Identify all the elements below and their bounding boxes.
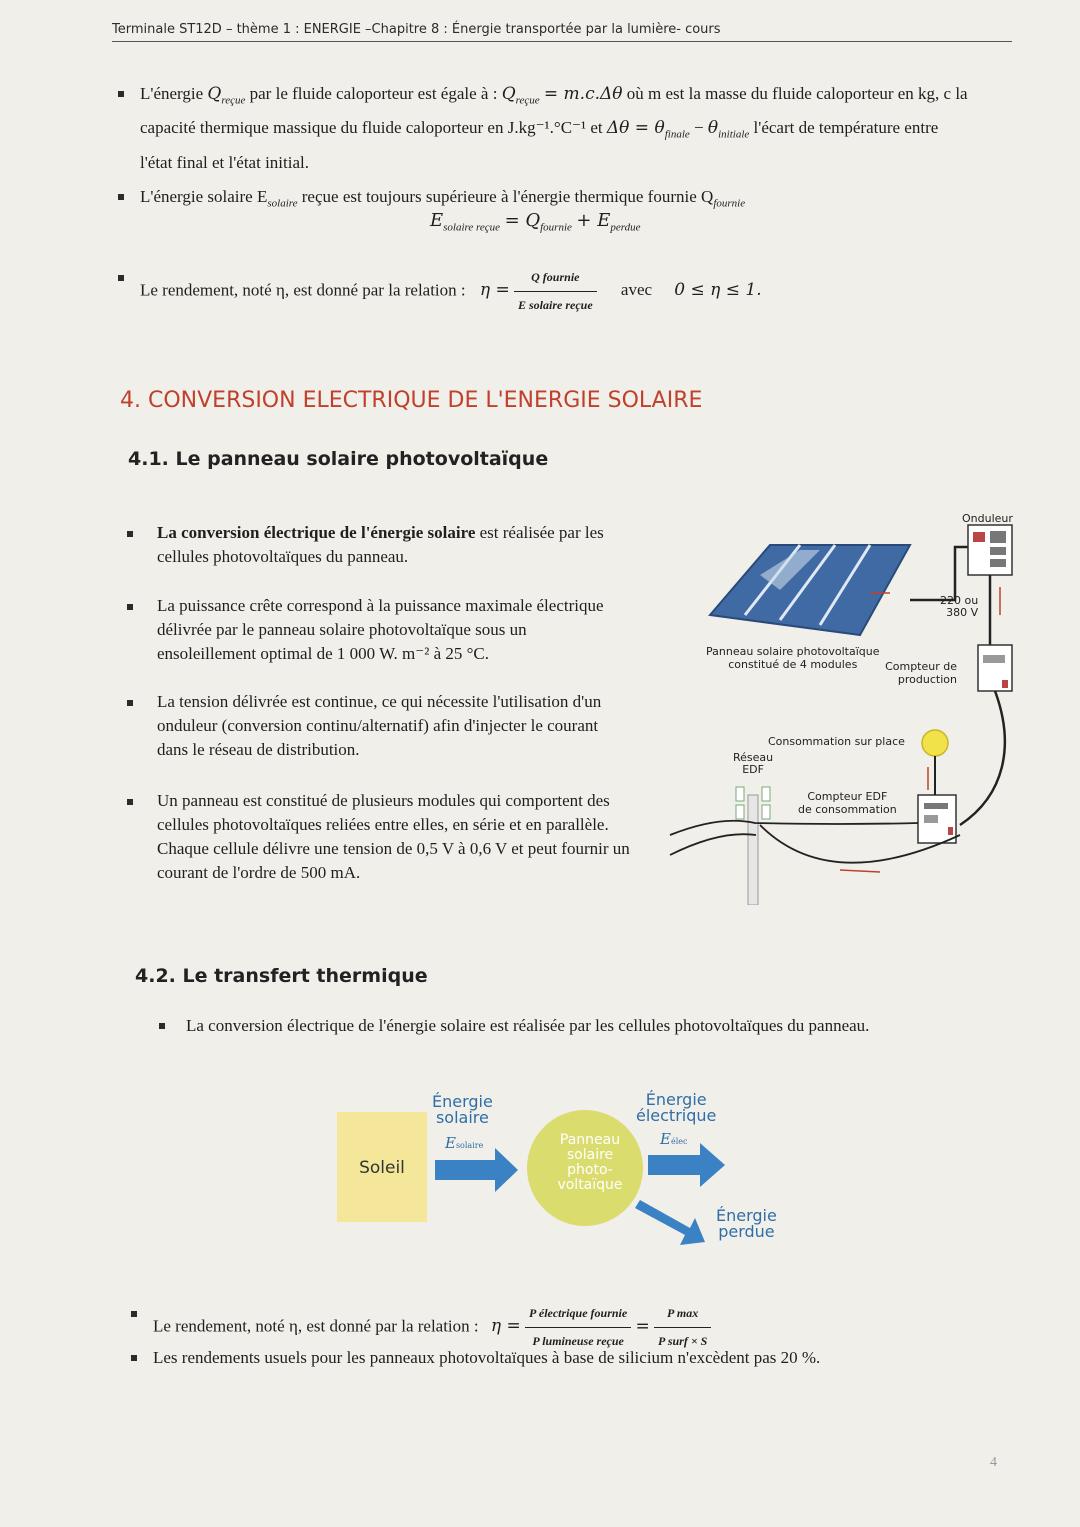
text: E [660,1130,671,1148]
utility-pole-icon [736,787,770,905]
pv-paragraph-4 [157,789,637,885]
math-range: 0 ≤ η ≤ 1. [674,280,762,301]
e-elec-symbol [660,1130,687,1148]
text: Panneau solaire photovoltaïque [706,645,880,658]
soleil-label: Soleil [359,1158,405,1178]
arrow-solar-icon [435,1148,518,1192]
text: Énergie [432,1092,493,1111]
numerator: P max [654,1300,711,1328]
bullet-conversion [186,1012,966,1039]
text: Réseau [733,751,774,764]
text: constitué de 4 modules [728,658,858,671]
math-plus: + E [576,210,611,231]
reseau-label [733,752,773,776]
text: de consommation [798,803,897,816]
page-number: 4 [990,1455,997,1470]
numerator: Q fournie [514,264,597,292]
text: production [897,673,957,686]
panel-label [706,645,880,671]
text: Un panneau est constitué de plusieurs modules qui comportent des cellules photovoltaïques reliées entre elles, en série et en parallèle. Chaque cellule délivre une tension de 0,5 V à 0,6 V et peut fournir un courant de l'ordre de 500 mA. [157,791,630,882]
subsection-title: 4.1. Le panneau solaire photovoltaïque [128,448,549,470]
production-meter-label [882,660,957,686]
pv-paragraph-2 [157,594,617,666]
pv-paragraph-3 [157,690,627,762]
sub: finale [664,128,690,141]
text: par le fluide caloporteur est égale à : [249,84,498,103]
text: reçue est toujours supérieure à l'énergie thermique fournie Q [301,187,714,206]
panneau-label [545,1133,635,1193]
numerator: P électrique fournie [525,1300,631,1328]
energie-solaire-label [432,1094,493,1126]
text: − [694,118,704,138]
math-eta: η = [479,280,510,301]
sub: solaire [267,197,298,210]
sub: solaire reçue [443,221,501,234]
bullet-dot [127,700,133,706]
energie-perdue-label [716,1208,777,1240]
denominator: P surf × S [657,1334,708,1348]
math-q: Q [501,84,516,104]
arrow-lost-icon [635,1200,705,1245]
text: Le rendement, noté η, est donné par la relation : [153,1316,479,1336]
onduleur-icon [968,525,1012,575]
text: L'énergie solaire E [140,187,268,206]
bullet-rendements-usuels [153,1344,973,1371]
sub: fournie [713,197,746,210]
page-header: Terminale ST12D – thème 1 : ENERGIE –Chapitre 8 : Énergie transportée par la lumière- cours [112,22,1012,42]
sub: fournie [540,221,572,234]
bullet-dot [159,1023,165,1029]
text: Énergie [645,1090,707,1109]
arrow-electric-icon [648,1143,725,1187]
text: Compteur EDF [807,790,888,803]
bullet-dot [131,1355,137,1361]
math-eq: = Q [504,210,541,231]
text: photo- [567,1162,613,1178]
text: La conversion électrique de l'énergie solaire est réalisée par les cellules photovoltaïques du panneau. [186,1016,870,1035]
bullet-rendement-thermique [140,264,970,319]
consumption-meter-icon [918,795,956,843]
text: Compteur de [885,660,957,673]
bullet-energie-recue [140,80,970,176]
denominator: P lumineuse reçue [532,1334,624,1348]
section-title: 4. CONVERSION ELECTRIQUE DE L'ENERGIE SOLAIRE [120,388,703,413]
pv-paragraph-1 [157,521,607,569]
energy-balance-equation [430,210,641,234]
text: solaire [566,1147,614,1163]
bullet-dot [127,604,133,610]
math-theta: θ [707,118,719,139]
bullet-dot [127,799,133,805]
text: où m est la masse du fluide caloporteur en kg, c la capacité thermique massique du fluide caloporteur en J.kg⁻¹.°C⁻¹ et [140,84,968,138]
bullet-dot [131,1311,137,1317]
text: 380 V [946,606,979,619]
sub: reçue [221,94,246,107]
text: Énergie [716,1206,777,1225]
text: voltaïque [557,1177,623,1193]
sub: reçue [515,94,540,107]
bullet-dot [118,275,124,281]
text: La puissance crête correspond à la puissance maximale électrique délivrée par le panneau solaire photovoltaïque sous un ensoleillement optimal de 1 000 W. m⁻² à 25 °C. [157,596,604,663]
light-bulb-icon [922,730,948,795]
text: Le rendement, noté η, est donné par la relation : [140,280,466,300]
bullet-dot [127,531,133,537]
text: solaire [435,1108,489,1127]
bullet-dot [118,91,124,97]
text: Panneau [559,1132,621,1148]
production-meter-icon [978,645,1012,691]
math-rhs: = m.c.Δθ [543,84,623,104]
sub: élec [670,1137,688,1146]
math-q: Q [207,84,222,104]
bold-text: La conversion électrique de l'énergie solaire [157,523,476,542]
text: La tension délivrée est continue, ce qui nécessite l'utilisation d'un onduleur (conversion continu/alternatif) afin d'injecter le courant dans le réseau de distribution. [157,692,602,759]
sub: solaire [455,1141,484,1150]
bullet-dot [118,194,124,200]
voltage-label [940,595,978,619]
text: l'écart de température entre l'état final et l'état initial. [140,118,939,172]
consumption-label: Consommation sur place [768,735,905,748]
math-equals: = [635,1316,650,1337]
text: EDF [742,763,764,776]
sub: perdue [610,221,641,234]
math-eta: η = [490,1316,521,1337]
solar-panel-icon [710,545,910,635]
text: 220 ou [940,594,979,607]
e-solaire-symbol [445,1134,483,1152]
text: électrique [636,1106,717,1125]
sub: initiale [718,128,750,141]
text: perdue [718,1222,775,1241]
text: est réalisée par les cellules photovoltaïques du panneau. [157,523,604,566]
onduleur-label: Onduleur [962,512,1013,525]
edf-meter-label [798,790,897,816]
math-delta: Δθ = θ [606,118,665,139]
text: avec [620,280,653,300]
energie-electrique-label [636,1092,716,1124]
text: Les rendements usuels pour les panneaux photovoltaïques à base de silicium n'excèdent pas 20 %. [153,1348,821,1367]
fraction [514,264,597,319]
text: L'énergie [140,84,204,103]
subsection-title: 4.2. Le transfert thermique [135,965,428,987]
denominator: E solaire reçue [517,298,593,312]
math-e: E [430,210,444,231]
pv-installation-diagram [660,505,1040,905]
text: E [445,1134,456,1152]
